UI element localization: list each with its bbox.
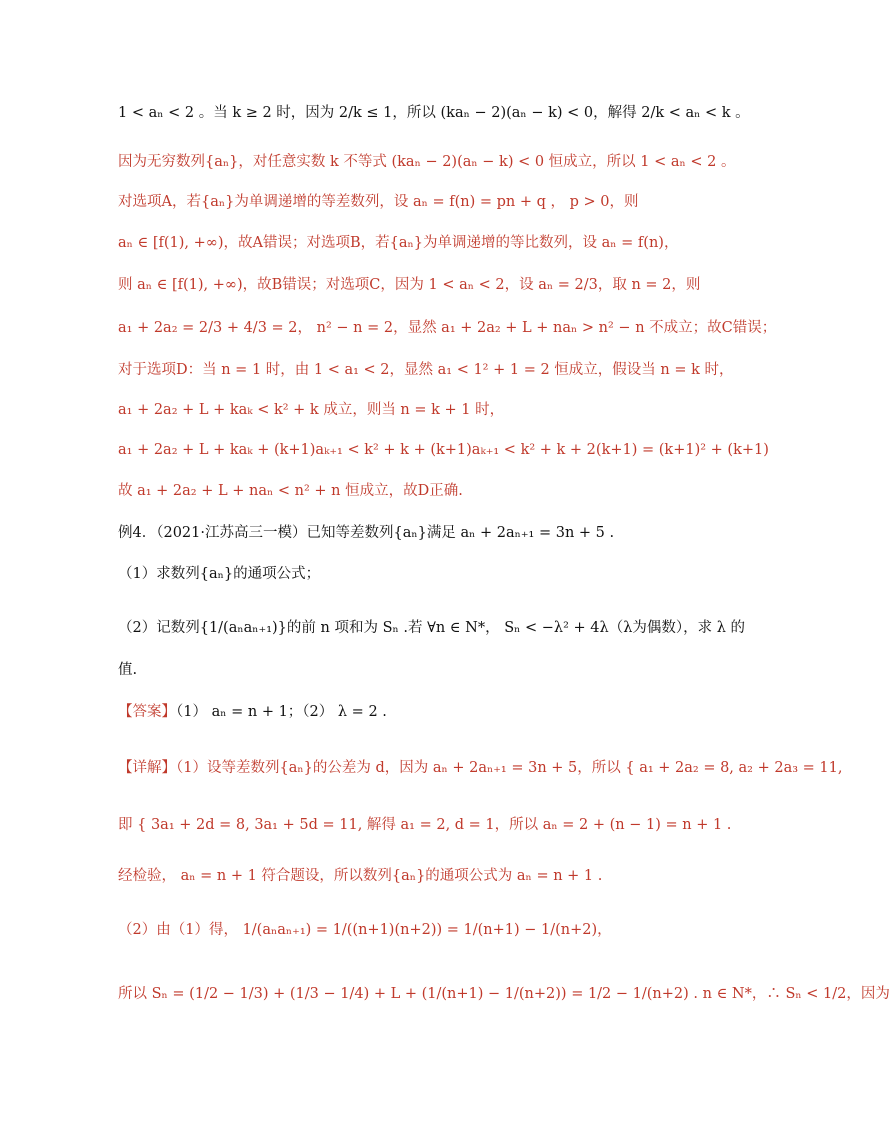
text-line-6: a₁ + 2a₂ = 2/3 + 4/3 = 2， n² − n = 2，显然 a₁ + 2a₂ + L + naₙ > n² − n 不成立；故C错误； — [118, 320, 777, 336]
solution-label: 【详解】 — [118, 760, 176, 776]
solution-line-1: 【详解】（1）设等差数列{aₙ}的公差为 d，因为 aₙ + 2aₙ₊₁ = 3n + 5，所以 { a₁ + 2a₂ = 8, a₂ + 2a₃ = 11, — [118, 760, 843, 776]
text-line-2: 因为无穷数列{aₙ}，对任意实数 k 不等式 (kaₙ − 2)(aₙ − k) < 0 恒成立，所以 1 < aₙ < 2 。 — [118, 154, 736, 170]
text-line-7: 对于选项D：当 n = 1 时，由 1 < a₁ < 2，显然 a₁ < 1² + 1 = 2 恒成立，假设当 n = k 时， — [118, 362, 734, 378]
text-line-8: a₁ + 2a₂ + L + kaₖ < k² + k 成立，则当 n = k + 1 时， — [118, 402, 505, 418]
question-part-1: （1）求数列{aₙ}的通项公式； — [118, 566, 321, 582]
text-line-5: 则 aₙ ∈ [f(1), +∞)，故B错误；对选项C，因为 1 < aₙ < 2，设 aₙ = 2/3，取 n = 2，则 — [118, 277, 701, 293]
example-4-title: 例4．（2021·江苏高三一模）已知等差数列{aₙ}满足 aₙ + 2aₙ₊₁ = 3n + 5 . — [118, 525, 615, 541]
solution-line-4: （2）由（1）得， 1/(aₙaₙ₊₁) = 1/((n+1)(n+2)) = 1/(n+1) − 1/(n+2)， — [118, 922, 612, 938]
question-part-2: （2）记数列{1/(aₙaₙ₊₁)}的前 n 项和为 Sₙ .若 ∀n ∈ N*， Sₙ < −λ² + 4λ（λ为偶数），求 λ 的 — [118, 620, 746, 636]
text-line-1: 1 < aₙ < 2 。当 k ≥ 2 时，因为 2/k ≤ 1，所以 (kaₙ − 2)(aₙ − k) < 0，解得 2/k < aₙ < k 。 — [118, 105, 750, 121]
text-line-10: 故 a₁ + 2a₂ + L + naₙ < n² + n 恒成立，故D正确. — [118, 483, 463, 499]
text-line-4: aₙ ∈ [f(1), +∞)，故A错误；对选项B，若{aₙ}为单调递增的等比数列，设 aₙ = f(n)， — [118, 235, 679, 251]
text-line-3: 对选项A，若{aₙ}为单调递增的等差数列，设 aₙ = f(n) = pn + q ， p > 0，则 — [118, 194, 639, 210]
solution-line-3: 经检验， aₙ = n + 1 符合题设，所以数列{aₙ}的通项公式为 aₙ = n + 1 . — [118, 868, 603, 884]
answer-label: 【答案】 — [118, 704, 176, 720]
answer-line: 【答案】（1） aₙ = n + 1；（2） λ = 2 . — [118, 704, 387, 720]
solution-line-2: 即 { 3a₁ + 2d = 8, 3a₁ + 5d = 11, 解得 a₁ = 2, d = 1，所以 aₙ = 2 + (n − 1) = n + 1 . — [118, 817, 732, 833]
text-line-9: a₁ + 2a₂ + L + kaₖ + (k+1)aₖ₊₁ < k² + k + (k+1)aₖ₊₁ < k² + k + 2(k+1) = (k+1)² + (k+1) — [118, 442, 769, 458]
solution-line-5: 所以 Sₙ = (1/2 − 1/3) + (1/3 − 1/4) + L + (1/(n+1) − 1/(n+2)) = 1/2 − 1/(n+2) . n ∈ N*，∴ Sₙ < 1/2，因为 — [118, 986, 890, 1002]
question-part-2-cont: 值. — [118, 662, 138, 678]
